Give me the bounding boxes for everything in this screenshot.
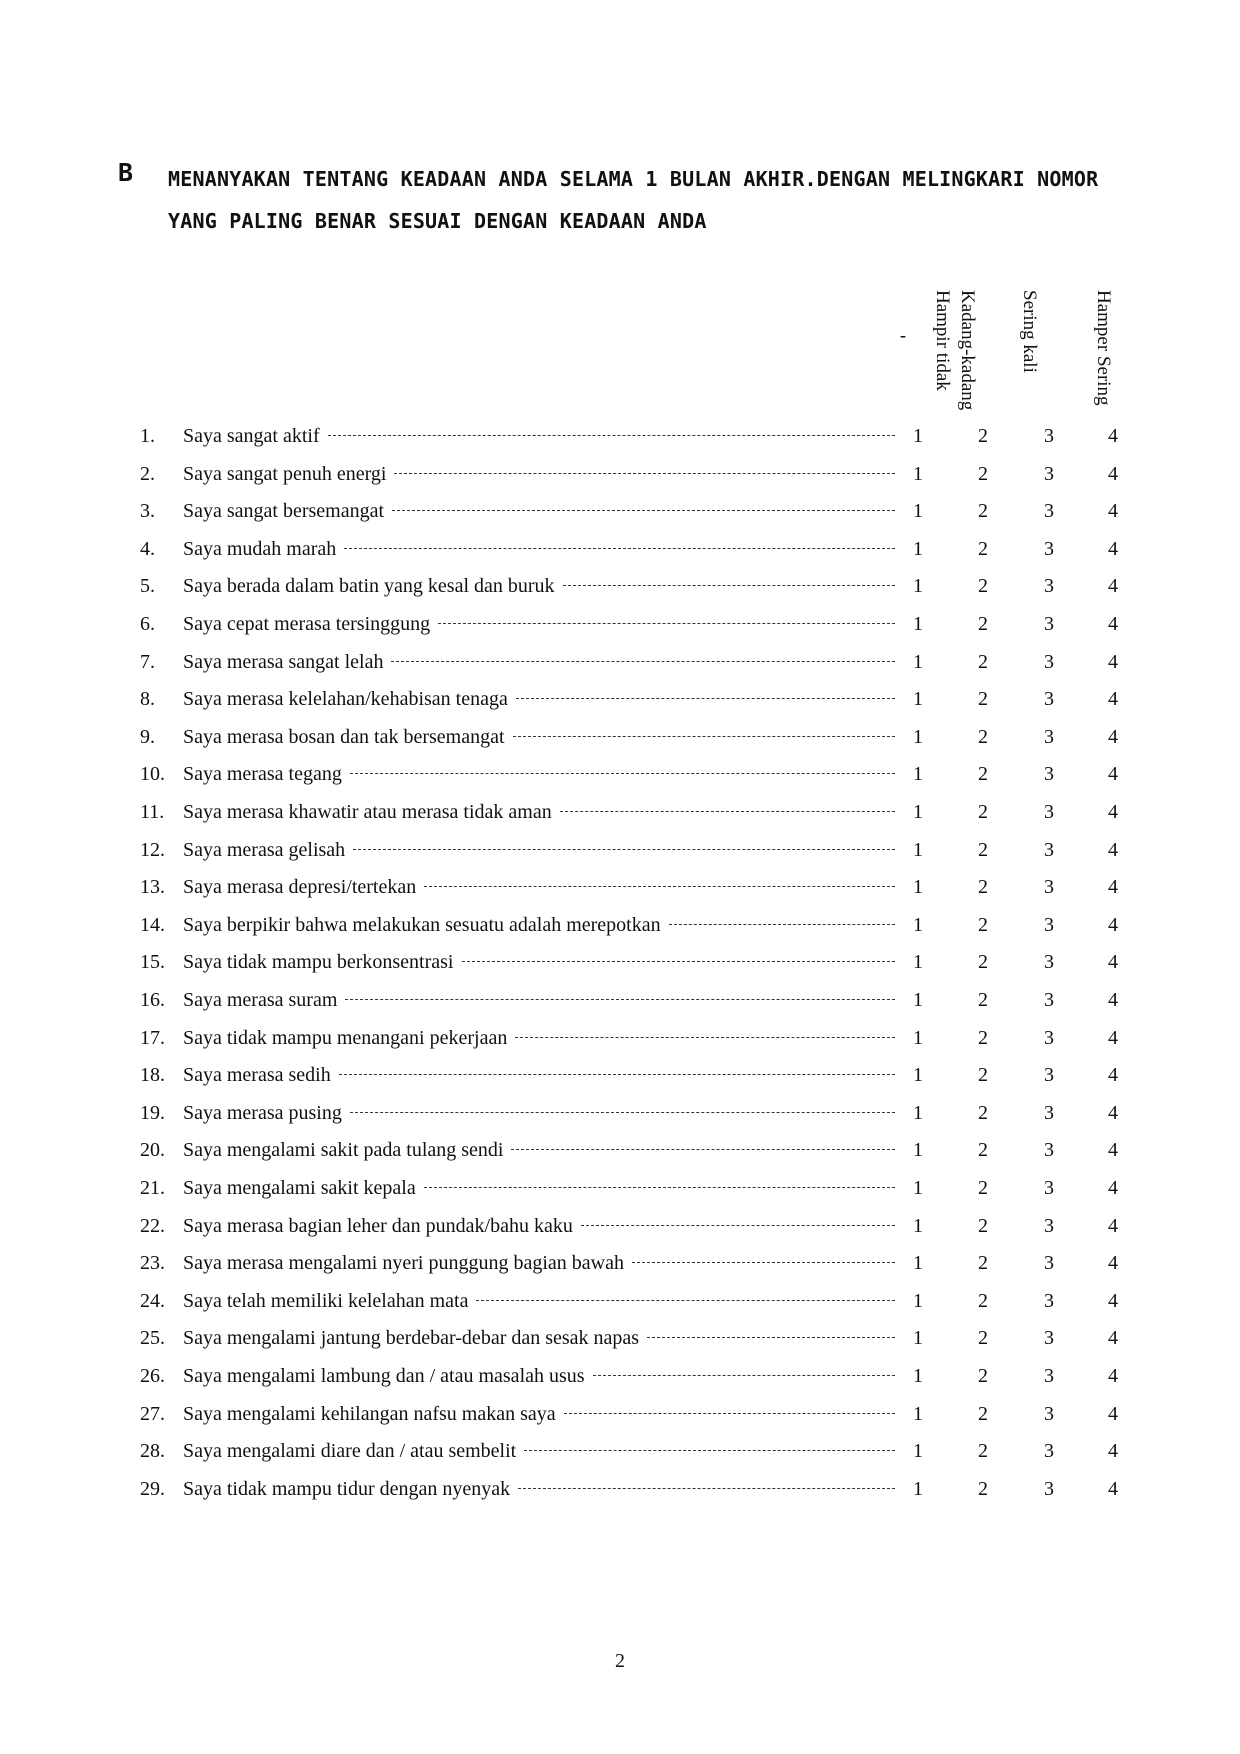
answer-option-3[interactable]: 3 [1044, 537, 1054, 560]
question-statement-wrap [183, 1064, 895, 1087]
question-text: Saya berpikir bahwa melakukan sesuatu adalah merepotkan [183, 913, 661, 936]
dotted-leader [462, 961, 896, 962]
question-row [0, 1365, 1240, 1403]
question-row [0, 651, 1240, 689]
answer-option-1[interactable]: 1 [913, 1177, 923, 1199]
question-row [0, 1290, 1240, 1328]
dotted-leader [438, 623, 895, 624]
question-number: 18. [140, 1064, 165, 1087]
answer-option-1[interactable]: 1 [913, 989, 923, 1011]
question-row [0, 876, 1240, 914]
column-header-kadang-kadang: Kadang-kadang [957, 290, 978, 411]
answer-option-4[interactable]: 4 [1108, 1177, 1118, 1199]
answer-option-3[interactable]: 3 [1044, 1477, 1054, 1500]
answer-option-2[interactable]: 2 [978, 688, 988, 711]
question-text: Saya merasa sangat lelah [183, 650, 384, 673]
answer-option-4[interactable]: 4 [1108, 1214, 1118, 1237]
answer-option-4[interactable]: 4 [1108, 989, 1118, 1011]
question-text: Saya merasa sedih [183, 1064, 331, 1087]
answer-option-3[interactable]: 3 [1044, 1327, 1054, 1350]
question-row [0, 425, 1240, 463]
question-text: Saya mengalami kehilangan nafsu makan saya [183, 1402, 556, 1425]
answer-option-1[interactable]: 1 [913, 537, 923, 560]
question-statement-wrap [183, 763, 895, 786]
question-text: Saya tidak mampu berkonsentrasi [183, 951, 454, 974]
answer-option-3[interactable]: 3 [1044, 650, 1054, 673]
answer-option-2[interactable]: 2 [978, 1101, 988, 1124]
answer-option-4[interactable]: 4 [1108, 1026, 1118, 1049]
answer-option-3[interactable]: 3 [1044, 725, 1054, 748]
column-header-sering-kali: Sering kali [1019, 290, 1040, 373]
question-statement-wrap [183, 1290, 895, 1313]
answer-option-3[interactable]: 3 [1044, 425, 1054, 447]
question-row [0, 1177, 1240, 1215]
dotted-leader [424, 886, 895, 887]
question-row [0, 1027, 1240, 1065]
answer-option-1[interactable]: 1 [913, 876, 923, 899]
question-text: Saya mengalami sakit pada tulang sendi [183, 1139, 504, 1162]
answer-option-4[interactable]: 4 [1108, 1289, 1118, 1312]
dotted-leader [516, 698, 895, 699]
question-statement-wrap [183, 839, 895, 862]
question-text: Saya mudah marah [183, 537, 337, 560]
answer-option-2[interactable]: 2 [978, 801, 988, 823]
question-statement-wrap [183, 1139, 895, 1162]
question-number: 16. [140, 989, 165, 1011]
dotted-leader [328, 435, 895, 436]
question-text: Saya berada dalam batin yang kesal dan buruk [183, 575, 555, 598]
answer-option-2[interactable]: 2 [978, 575, 988, 598]
question-number: 6. [140, 613, 155, 635]
question-statement-wrap [183, 688, 895, 711]
question-statement-wrap [183, 463, 895, 486]
answer-option-3[interactable]: 3 [1044, 1026, 1054, 1049]
section-heading [168, 158, 1168, 242]
question-statement-wrap [183, 538, 895, 561]
answer-option-2[interactable]: 2 [978, 1365, 988, 1387]
answer-option-2[interactable]: 2 [978, 876, 988, 899]
answer-option-3[interactable]: 3 [1044, 1214, 1054, 1237]
dotted-leader [560, 811, 895, 812]
answer-option-4[interactable]: 4 [1108, 913, 1118, 936]
answer-option-2[interactable]: 2 [978, 1477, 988, 1500]
answer-option-4[interactable]: 4 [1108, 500, 1118, 523]
answer-option-2[interactable]: 2 [978, 425, 988, 447]
question-number: 29. [140, 1477, 165, 1500]
dotted-leader [394, 473, 895, 474]
question-text: Saya merasa suram [183, 989, 338, 1011]
dotted-leader [353, 849, 895, 850]
answer-option-1[interactable]: 1 [913, 1402, 923, 1425]
question-row [0, 763, 1240, 801]
question-number: 24. [140, 1289, 165, 1312]
answer-option-2[interactable]: 2 [978, 1064, 988, 1087]
question-number: 23. [140, 1252, 165, 1275]
answer-option-2[interactable]: 2 [978, 838, 988, 861]
answer-option-3[interactable]: 3 [1044, 462, 1054, 485]
answer-option-3[interactable]: 3 [1044, 838, 1054, 861]
question-row [0, 1252, 1240, 1290]
dotted-leader [350, 1112, 895, 1113]
answer-option-1[interactable]: 1 [913, 1064, 923, 1087]
question-statement-wrap [183, 1252, 895, 1275]
answer-option-1[interactable]: 1 [913, 1365, 923, 1387]
answer-option-1[interactable]: 1 [913, 838, 923, 861]
answer-option-3[interactable]: 3 [1044, 1177, 1054, 1199]
answer-option-2[interactable]: 2 [978, 913, 988, 936]
question-row [0, 914, 1240, 952]
question-text: Saya sangat penuh energi [183, 462, 387, 485]
question-number: 1. [140, 425, 155, 447]
answer-option-3[interactable]: 3 [1044, 801, 1054, 823]
question-statement-wrap [183, 801, 895, 824]
answer-option-4[interactable]: 4 [1108, 575, 1118, 598]
answer-option-1[interactable]: 1 [913, 688, 923, 711]
answer-option-2[interactable]: 2 [978, 1177, 988, 1199]
question-row [0, 1064, 1240, 1102]
question-text: Saya mengalami jantung berdebar-debar dan sesak napas [183, 1327, 640, 1350]
question-text: Saya telah memiliki kelelahan mata [183, 1289, 469, 1312]
answer-option-3[interactable]: 3 [1044, 876, 1054, 899]
answer-option-1[interactable]: 1 [913, 575, 923, 598]
question-row [0, 463, 1240, 501]
answer-option-1[interactable]: 1 [913, 500, 923, 523]
question-row [0, 1215, 1240, 1253]
answer-option-4[interactable]: 4 [1108, 537, 1118, 560]
answer-option-3[interactable]: 3 [1044, 1101, 1054, 1124]
answer-option-3[interactable]: 3 [1044, 1365, 1054, 1387]
answer-option-1[interactable]: 1 [913, 725, 923, 748]
question-row [0, 575, 1240, 613]
dotted-leader [518, 1488, 895, 1489]
answer-option-1[interactable]: 1 [913, 913, 923, 936]
answer-option-4[interactable]: 4 [1108, 763, 1118, 786]
dotted-leader [513, 736, 895, 737]
section-letter: B [118, 158, 134, 187]
question-statement-wrap [183, 1027, 895, 1050]
answer-option-4[interactable]: 4 [1108, 1064, 1118, 1087]
page-number: 2 [615, 1650, 625, 1672]
answer-option-1[interactable]: 1 [913, 650, 923, 673]
question-statement-wrap [183, 425, 895, 448]
answer-option-2[interactable]: 2 [978, 650, 988, 673]
question-number: 15. [140, 951, 165, 974]
answer-option-2[interactable]: 2 [978, 989, 988, 1011]
answer-option-1[interactable]: 1 [913, 613, 923, 635]
question-row [0, 1478, 1240, 1516]
answer-option-1[interactable]: 1 [913, 801, 923, 823]
dotted-leader [391, 661, 895, 662]
question-number: 7. [140, 650, 155, 673]
question-text: Saya tidak mampu menangani pekerjaan [183, 1026, 508, 1049]
dotted-leader [345, 999, 895, 1000]
dotted-leader [564, 1413, 895, 1414]
answer-option-1[interactable]: 1 [913, 1252, 923, 1275]
answer-option-3[interactable]: 3 [1044, 951, 1054, 974]
answer-option-4[interactable]: 4 [1108, 876, 1118, 899]
answer-option-4[interactable]: 4 [1108, 650, 1118, 673]
dotted-leader [424, 1187, 895, 1188]
question-statement-wrap [183, 1327, 895, 1350]
question-statement-wrap [183, 1102, 895, 1125]
section-heading-line-2: YANG PALING BENAR SESUAI DENGAN KEADAAN ANDA [168, 209, 707, 233]
answer-option-2[interactable]: 2 [978, 1402, 988, 1425]
answer-option-3[interactable]: 3 [1044, 500, 1054, 523]
answer-option-2[interactable]: 2 [978, 500, 988, 523]
question-row [0, 613, 1240, 651]
question-row [0, 1440, 1240, 1478]
answer-option-2[interactable]: 2 [978, 1440, 988, 1463]
answer-option-4[interactable]: 4 [1108, 801, 1118, 823]
dotted-leader [632, 1262, 895, 1263]
question-number: 4. [140, 537, 155, 560]
answer-option-1[interactable]: 1 [913, 1440, 923, 1463]
answer-option-4[interactable]: 4 [1108, 951, 1118, 974]
answer-option-3[interactable]: 3 [1044, 1064, 1054, 1087]
dotted-leader [476, 1300, 895, 1301]
dotted-leader [511, 1149, 895, 1150]
question-text: Saya sangat bersemangat [183, 500, 385, 523]
answer-option-1[interactable]: 1 [913, 1289, 923, 1312]
question-text: Saya merasa bosan dan tak bersemangat [183, 725, 505, 748]
question-row [0, 1327, 1240, 1365]
question-row [0, 500, 1240, 538]
question-number: 28. [140, 1440, 165, 1463]
dotted-leader [344, 548, 895, 549]
question-number: 3. [140, 500, 155, 523]
dotted-leader [669, 924, 895, 925]
question-statement-wrap [183, 1215, 895, 1238]
answer-option-4[interactable]: 4 [1108, 1402, 1118, 1425]
question-text: Saya sangat aktif [183, 425, 320, 447]
dotted-leader [593, 1375, 895, 1376]
question-number: 26. [140, 1365, 165, 1387]
answer-option-4[interactable]: 4 [1108, 425, 1118, 447]
question-statement-wrap [183, 914, 895, 937]
dotted-leader [563, 585, 895, 586]
answer-option-2[interactable]: 2 [978, 1214, 988, 1237]
answer-option-3[interactable]: 3 [1044, 613, 1054, 635]
question-statement-wrap [183, 1403, 895, 1426]
question-text: Saya merasa pusing [183, 1101, 342, 1124]
question-number: 25. [140, 1327, 165, 1350]
answer-option-1[interactable]: 1 [913, 1026, 923, 1049]
answer-option-2[interactable]: 2 [978, 763, 988, 786]
question-statement-wrap [183, 500, 895, 523]
answer-option-2[interactable]: 2 [978, 1289, 988, 1312]
column-header-mark: - [900, 325, 906, 345]
question-number: 8. [140, 688, 155, 711]
answer-option-1[interactable]: 1 [913, 425, 923, 447]
question-statement-wrap [183, 1365, 895, 1388]
question-statement-wrap [183, 651, 895, 674]
question-text: Saya tidak mampu tidur dengan nyenyak [183, 1477, 511, 1500]
question-text: Saya mengalami lambung dan / atau masalah usus [183, 1365, 585, 1387]
answer-option-4[interactable]: 4 [1108, 462, 1118, 485]
question-row [0, 839, 1240, 877]
answer-option-1[interactable]: 1 [913, 1477, 923, 1500]
question-row [0, 688, 1240, 726]
question-number: 21. [140, 1177, 165, 1199]
question-text: Saya mengalami sakit kepala [183, 1177, 416, 1199]
question-statement-wrap [183, 1478, 895, 1501]
answer-option-4[interactable]: 4 [1108, 1327, 1118, 1350]
column-header-hamper-sering: Hamper Sering [1093, 290, 1114, 406]
question-statement-wrap [183, 1440, 895, 1463]
question-statement-wrap [183, 989, 895, 1012]
answer-option-3[interactable]: 3 [1044, 989, 1054, 1011]
question-number: 20. [140, 1139, 165, 1162]
question-statement-wrap [183, 613, 895, 636]
answer-option-1[interactable]: 1 [913, 1214, 923, 1237]
question-row [0, 989, 1240, 1027]
question-text: Saya merasa tegang [183, 763, 342, 786]
column-header-hampir-tidak: Hampir tidak [932, 290, 953, 391]
dotted-leader [581, 1225, 895, 1226]
answer-option-1[interactable]: 1 [913, 951, 923, 974]
answer-option-3[interactable]: 3 [1044, 688, 1054, 711]
question-text: Saya merasa depresi/tertekan [183, 876, 417, 899]
answer-option-2[interactable]: 2 [978, 462, 988, 485]
answer-option-4[interactable]: 4 [1108, 1139, 1118, 1162]
question-row [0, 1139, 1240, 1177]
answer-option-2[interactable]: 2 [978, 613, 988, 635]
question-number: 9. [140, 725, 155, 748]
dotted-leader [647, 1337, 895, 1338]
dotted-leader [524, 1450, 895, 1451]
answer-option-4[interactable]: 4 [1108, 1365, 1118, 1387]
question-text: Saya merasa gelisah [183, 838, 346, 861]
dotted-leader [350, 773, 895, 774]
answer-option-2[interactable]: 2 [978, 1252, 988, 1275]
answer-option-2[interactable]: 2 [978, 1327, 988, 1350]
question-row [0, 538, 1240, 576]
answer-option-3[interactable]: 3 [1044, 1289, 1054, 1312]
answer-option-3[interactable]: 3 [1044, 1252, 1054, 1275]
answer-option-3[interactable]: 3 [1044, 913, 1054, 936]
answer-option-3[interactable]: 3 [1044, 763, 1054, 786]
section-heading-line-1: MENANYAKAN TENTANG KEADAAN ANDA SELAMA 1 BULAN AKHIR.DENGAN MELINGKARI NOMOR [168, 167, 1099, 191]
answer-option-2[interactable]: 2 [978, 951, 988, 974]
answer-option-3[interactable]: 3 [1044, 1402, 1054, 1425]
answer-option-2[interactable]: 2 [978, 1139, 988, 1162]
question-statement-wrap [183, 876, 895, 899]
answer-option-4[interactable]: 4 [1108, 613, 1118, 635]
question-text: Saya merasa mengalami nyeri punggung bagian bawah [183, 1252, 624, 1275]
answer-option-1[interactable]: 1 [913, 1139, 923, 1162]
answer-option-4[interactable]: 4 [1108, 1440, 1118, 1463]
dotted-leader [339, 1074, 895, 1075]
question-statement-wrap [183, 1177, 895, 1200]
answer-option-2[interactable]: 2 [978, 725, 988, 748]
answer-option-4[interactable]: 4 [1108, 1101, 1118, 1124]
dotted-leader [392, 510, 895, 511]
question-number: 22. [140, 1214, 165, 1237]
question-number: 27. [140, 1402, 165, 1425]
question-number: 5. [140, 575, 155, 598]
question-number: 10. [140, 763, 165, 786]
answer-option-3[interactable]: 3 [1044, 1139, 1054, 1162]
question-number: 2. [140, 462, 155, 485]
dotted-leader [515, 1037, 895, 1038]
question-row [0, 1102, 1240, 1140]
answer-option-4[interactable]: 4 [1108, 1252, 1118, 1275]
answer-option-4[interactable]: 4 [1108, 725, 1118, 748]
question-statement-wrap [183, 726, 895, 749]
question-text: Saya mengalami diare dan / atau sembelit [183, 1440, 517, 1463]
question-number: 11. [140, 801, 165, 823]
answer-option-4[interactable]: 4 [1108, 1477, 1118, 1500]
answer-option-1[interactable]: 1 [913, 763, 923, 786]
answer-option-2[interactable]: 2 [978, 537, 988, 560]
question-number: 14. [140, 913, 165, 936]
answer-option-2[interactable]: 2 [978, 1026, 988, 1049]
question-text: Saya merasa khawatir atau merasa tidak aman [183, 801, 552, 823]
question-statement-wrap [183, 575, 895, 598]
question-number: 13. [140, 876, 165, 899]
question-row [0, 726, 1240, 764]
question-row [0, 1403, 1240, 1441]
question-text: Saya cepat merasa tersinggung [183, 613, 431, 635]
question-text: Saya merasa bagian leher dan pundak/bahu kaku [183, 1214, 573, 1237]
answer-option-1[interactable]: 1 [913, 462, 923, 485]
question-number: 12. [140, 838, 165, 861]
answer-option-3[interactable]: 3 [1044, 575, 1054, 598]
answer-option-1[interactable]: 1 [913, 1327, 923, 1350]
question-number: 19. [140, 1101, 165, 1124]
answer-option-4[interactable]: 4 [1108, 838, 1118, 861]
question-number: 17. [140, 1026, 165, 1049]
answer-option-3[interactable]: 3 [1044, 1440, 1054, 1463]
question-statement-wrap [183, 951, 895, 974]
answer-option-4[interactable]: 4 [1108, 688, 1118, 711]
question-row [0, 801, 1240, 839]
answer-option-1[interactable]: 1 [913, 1101, 923, 1124]
question-text: Saya merasa kelelahan/kehabisan tenaga [183, 688, 508, 711]
question-row [0, 951, 1240, 989]
